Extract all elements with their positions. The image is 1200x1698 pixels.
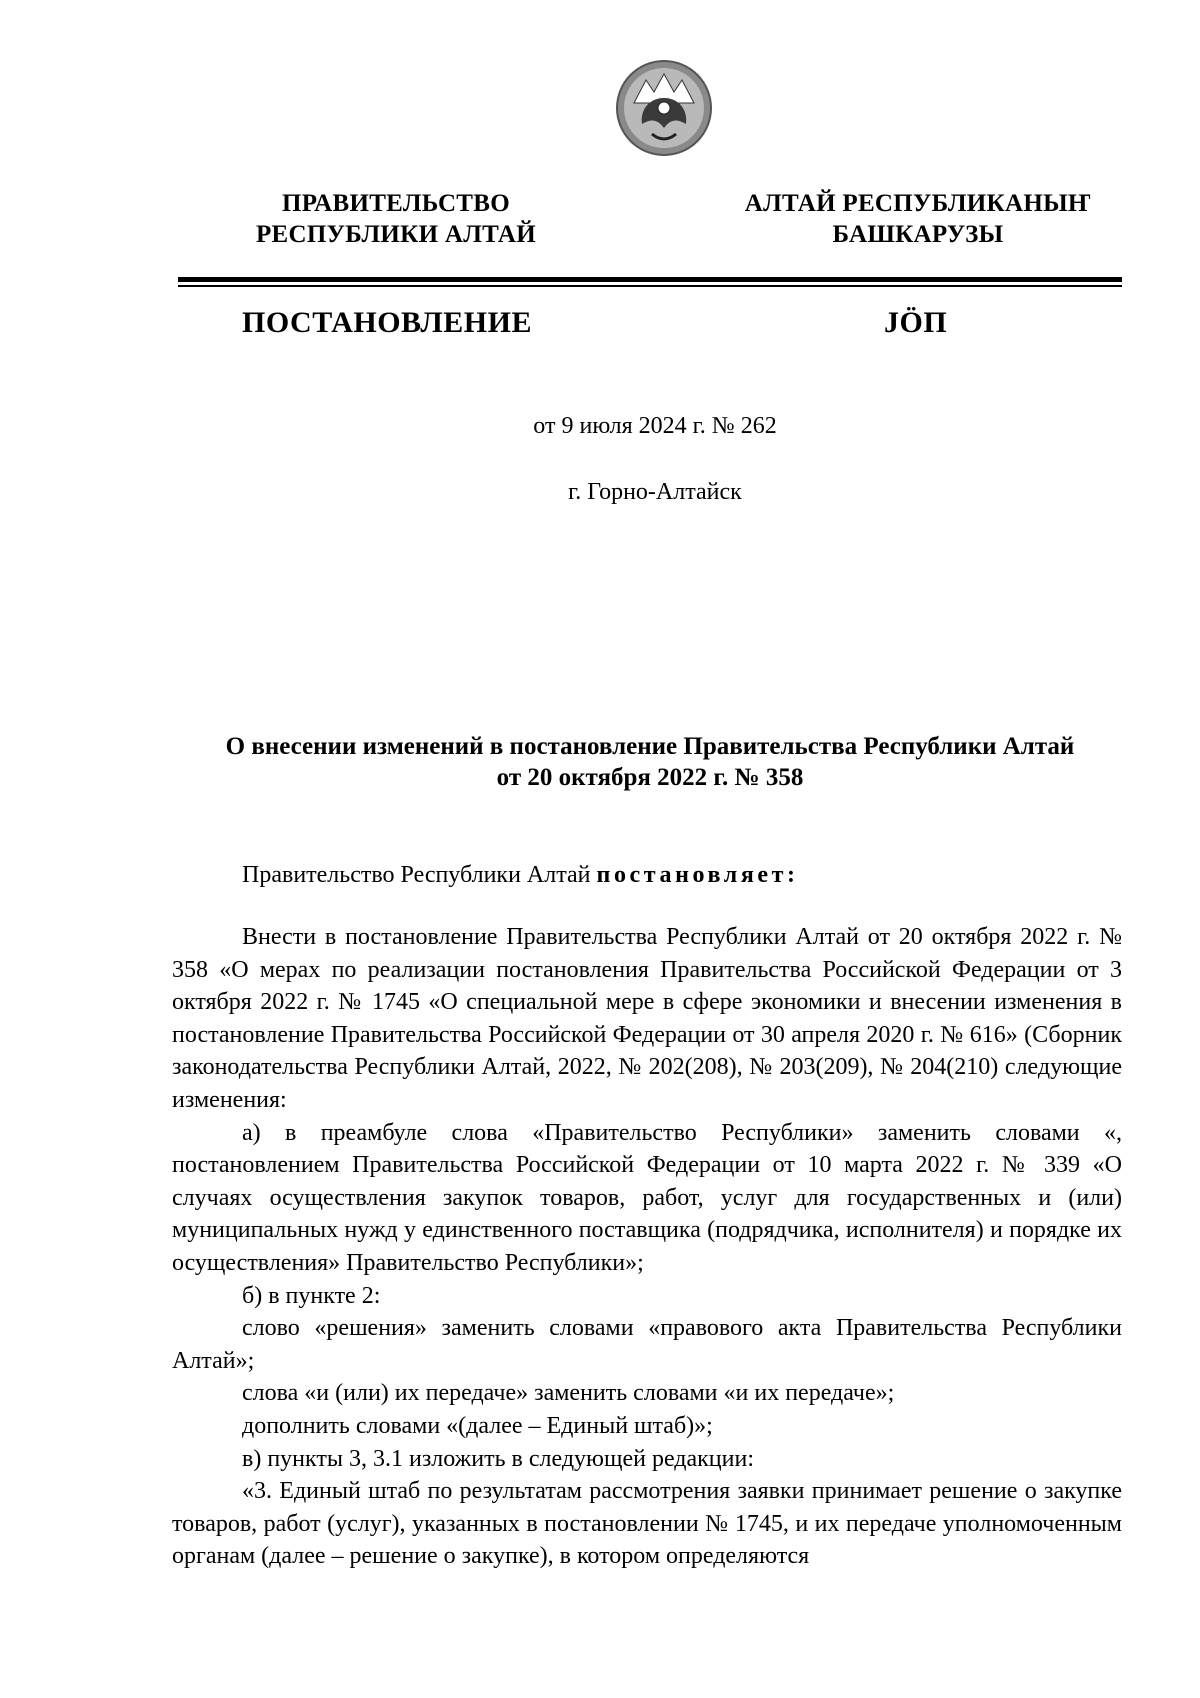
title-line1: О внесении изменений в постановление Правительства Республики Алтай bbox=[225, 733, 1075, 760]
doc-type-left: ПОСТАНОВЛЕНИЕ bbox=[242, 306, 532, 339]
header-left-line2: РЕСПУБЛИКИ АЛТАЙ bbox=[255, 221, 536, 248]
preamble-text: Правительство Республики Алтай bbox=[242, 862, 597, 888]
paragraph: слово «решения» заменить словами «правового акта Правительства Республики Алтай»; bbox=[172, 1315, 1122, 1374]
paragraph: в) пункты 3, 3.1 изложить в следующей редакции: bbox=[242, 1445, 755, 1472]
paragraph: дополнить словами «(далее – Единый штаб)»; bbox=[242, 1412, 713, 1439]
coat-of-arms-emblem-icon bbox=[614, 58, 714, 158]
paragraph: слова «и (или) их передаче» заменить словами «и их передаче»; bbox=[242, 1380, 895, 1407]
header-left-line1: ПРАВИТЕЛЬСТВО bbox=[282, 190, 510, 217]
header-divider-thin bbox=[178, 285, 1122, 287]
document-title bbox=[178, 731, 1122, 793]
document-city: г. Горно-Алтайск bbox=[568, 479, 742, 505]
header-right-line2: БАШКАРУЗЫ bbox=[832, 221, 1004, 248]
doc-type-right: JÖП bbox=[884, 306, 948, 339]
document-date-number: от 9 июля 2024 г. № 262 bbox=[533, 413, 777, 439]
preamble-keyword: постановляет: bbox=[596, 862, 799, 888]
header-right bbox=[728, 188, 1108, 250]
paragraph: а) в преамбуле слова «Правительство Республики» заменить словами «, постановлением Правительства Российской Федерации от 10 марта 2022 г. № 339 «О случаях осуществления закупок товаров, работ, услуг для государственных и (или) муниципальных нужд у единственного поставщика (подрядчика, исполнителя) и порядке их осуществления» Правительство Республики»; bbox=[172, 1119, 1122, 1276]
paragraph: «3. Единый штаб по результатам рассмотрения заявки принимает решение о закупке товаров, работ (услуг), указанных в постановлении № 1745, и их передаче уполномоченным органам (далее – решение о закупке), в котором определяются bbox=[172, 1478, 1122, 1570]
paragraph: Внести в постановление Правительства Республики Алтай от 20 октября 2022 г. № 358 «О мерах по реализации постановления Правительства Российской Федерации от 3 октября 2022 г. № 1745 «О специальной мере в сфере экономики и внесении изменения в постановление Правительства Российской Федерации от 30 апреля 2020 г. № 616» (Сборник законодательства Республики Алтай, 2022, № 202(208), № 203(209), № 204(210) следующие изменения: bbox=[172, 924, 1122, 1113]
header-divider-thick bbox=[178, 277, 1122, 282]
preamble bbox=[242, 862, 799, 889]
paragraph: б) в пункте 2: bbox=[242, 1282, 381, 1309]
header-right-line1: АЛТАЙ РЕСПУБЛИКАНЫҤ bbox=[744, 190, 1092, 217]
header-left bbox=[226, 188, 566, 250]
title-line2: от 20 октября 2022 г. № 358 bbox=[496, 764, 804, 791]
document-body bbox=[172, 921, 1122, 1573]
